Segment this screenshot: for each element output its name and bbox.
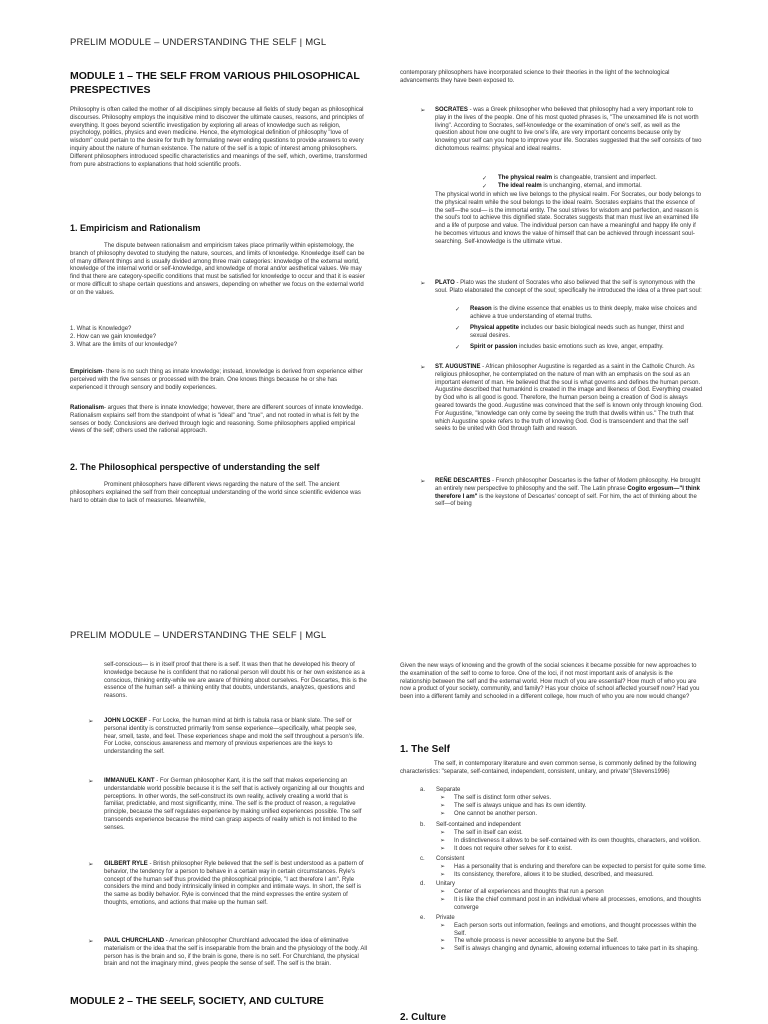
checkmark-icon: ✓ (482, 184, 488, 190)
arrow-bullet-icon: ➢ (440, 830, 446, 837)
empiricism-text: - there is no such thing as innate knowledge; instead, knowledge is derived from experience either perceived with the five senses or processed with the brain. One knows things because he or she has experienced it through sensory and bodily experiences. (70, 369, 363, 391)
descartes-continuation: self-conscious— is in itself proof that there is a self. It was then that he developed his theory of knowledge because he is confident that no rational person will doubt his or her own existence as a conscious, thinking entity-while we are aware of thinking about ourselves. For Descartes, this is the essence of the human self- a thinking entity that doubts, understands, analyzes, questions and reasons. (104, 662, 367, 700)
list-item (420, 856, 710, 864)
physical-realm-item (498, 175, 703, 183)
item-letter: c. (420, 855, 425, 862)
sub-item (440, 871, 710, 880)
arrow-bullet-icon: ➢ (420, 107, 426, 114)
arrow-bullet-icon: ➢ (440, 863, 446, 870)
descartes-text: - French philosopher Descartes is the father of Modern philosophy. He brought an entirely new perspective to philosophy and the self. The Latin phrase (435, 478, 701, 492)
sub-item (440, 802, 710, 811)
augustine-paragraph (435, 364, 703, 434)
sub-item (440, 897, 710, 913)
sub-item-text: Has a personality that is enduring and therefore can be expected to persist for quite some time. (454, 863, 707, 870)
checkmark-icon: ✓ (482, 176, 488, 182)
checkmark-icon: ✓ (455, 307, 461, 313)
sub-item-text: Each person sorts out information, feelings and emotions, and thought processes within the Self. (454, 922, 697, 937)
questions-list (70, 326, 368, 349)
sub-item (440, 889, 710, 897)
sub-item (440, 795, 710, 803)
churchland-term: PAUL CHURCHLAND (104, 938, 165, 944)
physical-realm-text: is changeable, transient and imperfect. (552, 175, 657, 181)
list-item (420, 787, 710, 795)
sub-item (440, 863, 710, 872)
empiricism-paragraph: The dispute between rationalism and empiricism takes place primarily within epistemology, the branch of philosophy devoted to studying the nature, sources, and limits of knowledge. Knowledge itself can be of many different things and is usually divided among three main categories: knowledge of the external world, knowledge of the internal world or self-knowledge, and knowledge of moral and/or aesthetical values. We may find that there are category-specific conditions that must be satisfied for knowledge to occur and that it is easier or more difficult to shape certain questions and answers, depending on whether we focus on the external world or on the values. (70, 243, 365, 296)
arrow-bullet-icon: ➢ (440, 802, 446, 809)
sub-item-text: The self in itself can exist. (454, 830, 523, 837)
arrow-bullet-icon: ➢ (88, 938, 94, 945)
section-self-title: 1. The Self (400, 744, 451, 755)
item-letter: d. (420, 881, 426, 888)
sub-item-text: One cannot be another person. (454, 810, 538, 817)
list-item (420, 822, 710, 830)
descartes-term: REÑE DESCARTES (435, 478, 491, 484)
question-item: 3. What are the limits of our knowledge? (70, 341, 178, 348)
churchland-paragraph (104, 938, 369, 969)
reason-text: is the divine essence that enables us to think deeply, make wise choices and achieve a true understanding of eternal truths. (470, 306, 697, 320)
arrow-bullet-icon: ➢ (440, 838, 446, 845)
contemporary-paragraph: contemporary philosophers have incorporated science to their theories in the light of the technological advancements they have been exposed to. (400, 70, 670, 84)
sub-item-text: Center of all experiences and thoughts that run a person (454, 889, 604, 896)
section-empiricism-title: 1. Empiricism and Rationalism (70, 223, 201, 233)
self-characteristics-list (420, 787, 710, 954)
empiricism-definition (70, 369, 368, 392)
locke-paragraph (104, 718, 369, 757)
question-item: 1. What is Knowledge? (70, 326, 132, 332)
sub-item-text: It does not require other selves for it to exist. (454, 845, 573, 852)
item-title: Self-contained and independent (436, 822, 521, 829)
augustine-term: ST. AUGUSTINE (435, 364, 481, 370)
spirit-item (470, 344, 702, 352)
sub-item-text: The self is always unique and has its own identity. (454, 802, 587, 809)
page-header: PRELIM MODULE – UNDERSTANDING THE SELF | MGL (70, 37, 327, 48)
page-header: PRELIM MODULE – UNDERSTANDING THE SELF | MGL (70, 630, 327, 641)
sub-item (440, 938, 710, 946)
sub-list (420, 923, 710, 954)
ideal-realm-term: The ideal realm (498, 183, 542, 189)
kant-text: - For German philosopher Kant, it is the self that makes experiencing an understandable world possible because it is the self that is actively organizing all our thoughts and perceptions. In other words, the self-construct its own reality, actively creating a world that is familiar, predictable, and most significantly, mine. The self is the product of reason, a regulative principle, because the self regulates experience by making unified experiences possible. The self transcends experience because the mind can grasp aspects of reality which is not limited to the senses. (104, 778, 365, 831)
perspective-paragraph: Prominent philosophers have different views regarding the nature of the self. The ancient philosophers explained the self from their conceptual understanding of the world since scientific evidence was hard to obtain due to lack of measures. Meanwhile, (70, 482, 361, 504)
sub-item (440, 810, 710, 819)
item-title: Consistent (436, 855, 465, 862)
appetite-item (470, 325, 702, 341)
appetite-text: includes our basic biological needs such as hunger, thirst and sexual desires. (470, 325, 684, 339)
rationalism-text: - argues that there is innate knowledge; however, there are different sources of innate knowledge. Rationalism explains self from the standpoint of what is "ideal" and "true", and not rooted in what is felt by the senses or body. Conclusions are derived through logic and reasoning. Some philosophers applied empirical views of the self; others used the rational approach. (70, 405, 364, 435)
socrates-term: SOCRATES (435, 107, 468, 113)
kant-term: IMMANUEL KANT (104, 778, 155, 784)
sub-item (440, 922, 710, 939)
sub-list (420, 889, 710, 912)
augustine-text: - African philosopher Augustine is regarded as a saint in the Catholic Church. As religious philosopher, he contemplated on the nature of man with an emphasis on the soul as an important element of man. He believed that the soul is what governs and defines the human person. Augustine described that humankind is created in the image and likeness of God. Everything created by God who is all good is good. Therefore, the human person being a creation of God is always geared towards the good. Augustine was convinced that the self is known only through knowing God. For Augustine, "knowledge can only come by seeing the truth that dwells within us." The truth that which Augustine spoke refers to the truth of knowing God. God is transcendent and that the self seeks to be united with God through faith and reason. (435, 364, 703, 433)
sub-list (420, 830, 710, 853)
arrow-bullet-icon: ➢ (88, 778, 94, 785)
reason-term: Reason (470, 306, 492, 312)
arrow-bullet-icon: ➢ (440, 946, 446, 953)
arrow-bullet-icon: ➢ (440, 938, 446, 945)
arrow-bullet-icon: ➢ (440, 922, 446, 929)
list-item (420, 881, 710, 889)
rationalism-definition (70, 405, 368, 436)
rationalism-term: Rationalism (70, 405, 105, 411)
list-item (420, 915, 710, 923)
arrow-bullet-icon: ➢ (420, 364, 426, 371)
kant-paragraph (104, 778, 369, 833)
socrates-continuation: The physical world in which we live belongs to the physical realm. For Socrates, our body belongs to the physical realm while the soul belongs to the ideal realm. Socrates explains that the essence of the self—the soul— is the immortal entity. The soul strives for wisdom and perfection, and reason is the soul's tool to achieve this dignified state. Socrates suggests that man must live an examined life and a life of purpose and value. The individual person can have a meaningful and happy life only if he becomes virtuous and knows the value of himself that can be achieved through incessant soul-searching. Self-knowledge is the ultimate virtue. (435, 192, 702, 245)
checkmark-icon: ✓ (455, 345, 461, 351)
reason-item (470, 306, 702, 322)
sub-item (440, 838, 710, 846)
sub-item-text: It is like the chief command post in an individual where all processes, emotions, and thoughts converge (454, 897, 702, 911)
item-letter: a. (420, 787, 426, 793)
locke-term: JOHN LOCKEF (104, 718, 148, 724)
section-culture-title: 2. Culture (400, 1012, 447, 1023)
item-title: Separate (436, 787, 461, 793)
arrow-bullet-icon: ➢ (440, 845, 446, 852)
descartes-text-end: is the keystone of Descartes' concept of self. For him, the act of thinking about the self—of being (435, 493, 697, 508)
ideal-realm-text: is unchanging, eternal, and immortal. (541, 183, 642, 189)
plato-text: - Plato was the student of Socrates who also believed that the self is synonymous with the soul. Plato elaborated the concept of the soul; specifically he introduced the idea of a three part soul: (435, 280, 702, 294)
self-definition-paragraph: The self, in contemporary literature and even common sense, is commonly defined by the following characteristics: "separate, self-contained, independent, consistent, unitary, and private"(Stevens1996) (400, 761, 697, 775)
self-society-intro: Given the new ways of knowing and the growth of the social sciences it became possible for new approaches to the examination of the self to come to force. One of the loci, if not most important axis of analysis is the relationship between the self and the external world. How much of you are essential? How much of who you are now a product of your society, community, and family? Has your choice of school affected yourself now? Had you been into a different family and schooled in a different college, how much of who you are now would change? (400, 663, 700, 701)
socrates-text: - was a Greek philosopher who believed that philosophy had a very important role to play in the lives of the people. One of his most quoted phrases is, "The unexamined life is not worth living". According to Socrates, self-knowledge or the examination of one's self, as well as the question about how one ought to live one's life, are very important concerns because only by knowing your self can you hope to improve your life. Socrates suggested that the self consists of two dichotomous realms: physical and ideal realms. (435, 107, 702, 152)
arrow-bullet-icon: ➢ (440, 795, 446, 801)
checkmark-icon: ✓ (455, 326, 461, 332)
question-item: 2. How can we gain knowledge? (70, 333, 157, 340)
sub-list (420, 864, 710, 880)
arrow-bullet-icon: ➢ (420, 280, 426, 287)
plato-paragraph (435, 280, 703, 296)
module-2-title: MODULE 2 – THE SEELF, SOCIETY, AND CULTURE (70, 995, 324, 1007)
sub-item-text: The self is distinct form other selves. (454, 795, 552, 801)
arrow-bullet-icon: ➢ (440, 889, 446, 896)
physical-realm-term: The physical realm (498, 175, 553, 181)
spirit-term: Spirit or passion (470, 344, 518, 350)
sub-item-text: In distinctiveness it allows to be self-contained with its own thoughts, characters, and volition. (454, 838, 701, 845)
arrow-bullet-icon: ➢ (88, 718, 94, 725)
appetite-term: Physical appetite (470, 325, 520, 331)
cogito-phrase: Cogito ergosum—"I think therefore I am" (435, 485, 700, 500)
sub-item-text: Its consistency, therefore, allows it to be studied, described, and measured. (454, 871, 654, 878)
locke-text: - For Locke, the human mind at birth is tabula rasa or blank slate. The self or personal identity is constructed primarily from sense experience—specifically, what people see, hear, smell, taste, and feel. These experiences shape and mold the self throughout a person's life. For Locke, conscious awareness and memory of previous experiences are the keys to understanding the self. (104, 718, 364, 756)
spirit-text: includes basic emotions such as love, anger, empathy. (517, 344, 664, 350)
churchland-text: - American philosopher Churchland advocated the idea of eliminative materialism or the idea that the self is inseparable from the brain and the physiology of the body. All person has is the brain and so, if the brain is gone, there is no self. For Churchland, the physical brain and not the imaginary mind, gives people the sense of self. The self is the brain. (104, 938, 368, 968)
ryle-term: GILBERT RYLE (104, 861, 148, 867)
item-title: Private (436, 914, 455, 921)
intro-paragraph: Philosophy is often called the mother of all disciplines simply because all fields of study began as philosophical discourses. Philosophy employs the inquisitive mind to discover the ultimate causes, reasons, and principles of everything. It goes beyond scientific investigation by exploring all areas of knowledge such as religion, psychology, politics, physics and even medicine. Hence, the etymological definition of philosophy "love of wisdom" could pertain to the desire for truth by formulating never ending questions to provide answers to every inquiry about the nature of human existence. The nature of the self is a topic of interest among philosophers. Different philosophers introduced specific characteristics and meanings of the self, which, overtime, transformed from pure abstractions to explanations that hold scientific proofs. (70, 107, 368, 168)
ryle-text: - British philosopher Ryle believed that the self is best understood as a pattern of behavior, the tendency for a person to behave in a certain way in certain circumstances. Ryle's concept of the human self thus provided the philosophical principle, "I act therefore I am". Ryle considers the mind and body intrinsically linked in complex and intimate ways. In short, the self is the same as bodily behavior. Ryle is convinced that the mind expresses the entire system of thoughts, emotions, and actions that make up the human self. (104, 861, 364, 906)
socrates-paragraph (435, 107, 703, 154)
sub-list (420, 795, 710, 818)
sub-item-text: The whole process is never accessible to anyone but the Self. (454, 938, 619, 945)
ryle-paragraph (104, 861, 369, 908)
item-letter: e. (420, 914, 426, 921)
plato-term: PLATO (435, 280, 455, 286)
arrow-bullet-icon: ➢ (88, 861, 94, 868)
ideal-realm-item (498, 183, 703, 191)
sub-item (440, 830, 710, 838)
sub-item (440, 946, 710, 954)
sub-item-text: Self is always changing and dynamic, allowing external influences to take part in its shaping. (454, 946, 699, 953)
arrow-bullet-icon: ➢ (420, 478, 426, 485)
empiricism-term: Empiricism (70, 369, 103, 375)
arrow-bullet-icon: ➢ (440, 897, 446, 904)
arrow-bullet-icon: ➢ (440, 871, 446, 878)
item-letter: b. (420, 822, 426, 829)
sub-item (440, 845, 710, 854)
item-title: Unitary (436, 881, 456, 888)
arrow-bullet-icon: ➢ (440, 810, 446, 817)
descartes-paragraph (435, 478, 703, 509)
module-1-title: MODULE 1 – THE SELF FROM VARIOUS PHILOSOPHICAL PRESPECTIVES (70, 70, 360, 96)
section-perspective-title: 2. The Philosophical perspective of understanding the self (70, 462, 320, 472)
